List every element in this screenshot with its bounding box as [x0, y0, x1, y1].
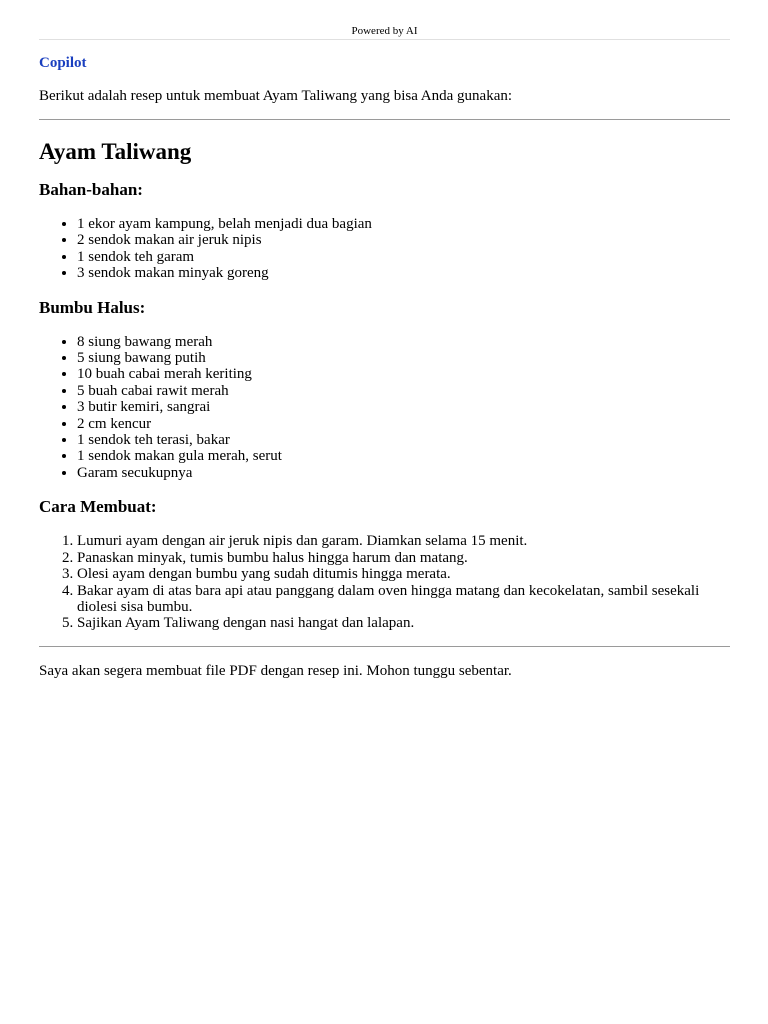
steps-heading: Cara Membuat:: [39, 497, 157, 517]
list-item: • 3 sendok makan minyak goreng: [77, 265, 730, 281]
list-item: • Garam secukupnya: [77, 465, 730, 481]
list-item: • 2 cm kencur: [77, 416, 730, 432]
ingredients-heading: Bahan-bahan:: [39, 180, 143, 199]
list-item: • 10 buah cabai merah keriting: [77, 366, 730, 382]
list-item: • 3 butir kemiri, sangrai: [77, 399, 730, 415]
closing-text: Saya akan segera membuat file PDF dengan resep ini. Mohon tunggu sebentar.: [39, 662, 512, 679]
list-item: • 1 sendok teh garam: [77, 249, 730, 265]
section-divider: [39, 119, 730, 120]
list-item: 4. Bakar ayam di atas bara api atau panggang dalam oven hingga matang dan kecokelatan, sambil sesekali diolesi sisa bumbu.: [77, 583, 730, 616]
list-item: • 1 ekor ayam kampung, belah menjadi dua bagian: [77, 216, 730, 232]
assistant-name: Copilot: [39, 55, 87, 71]
header-divider: [39, 39, 730, 40]
list-item: 5. Sajikan Ayam Taliwang dengan nasi hangat dan lalapan.: [77, 615, 730, 631]
list-item: • 8 siung bawang merah: [77, 334, 730, 350]
document-page: [39, 0, 730, 680]
list-item: • 5 buah cabai rawit merah: [77, 383, 730, 399]
list-item: 3. Olesi ayam dengan bumbu yang sudah ditumis hingga merata.: [77, 566, 730, 582]
list-item: • 1 sendok teh terasi, bakar: [77, 432, 730, 448]
list-item: • 2 sendok makan air jeruk nipis: [77, 232, 730, 248]
section-divider: [39, 646, 730, 647]
list-item: • 5 siung bawang putih: [77, 350, 730, 366]
list-item: • 1 sendok makan gula merah, serut: [77, 448, 730, 464]
spices-heading: Bumbu Halus:: [39, 297, 146, 317]
powered-by-label: Powered by AI: [351, 25, 418, 37]
recipe-title: Ayam Taliwang: [39, 139, 192, 164]
intro-text: Berikut adalah resep untuk membuat Ayam Taliwang yang bisa Anda gunakan:: [39, 88, 513, 104]
list-item: 1. Lumuri ayam dengan air jeruk nipis dan garam. Diamkan selama 15 menit.: [77, 533, 730, 549]
list-item: 2. Panaskan minyak, tumis bumbu halus hingga harum dan matang.: [77, 550, 730, 566]
steps-list: [39, 533, 730, 631]
spices-list: [39, 334, 730, 482]
ingredients-list: [39, 216, 730, 282]
